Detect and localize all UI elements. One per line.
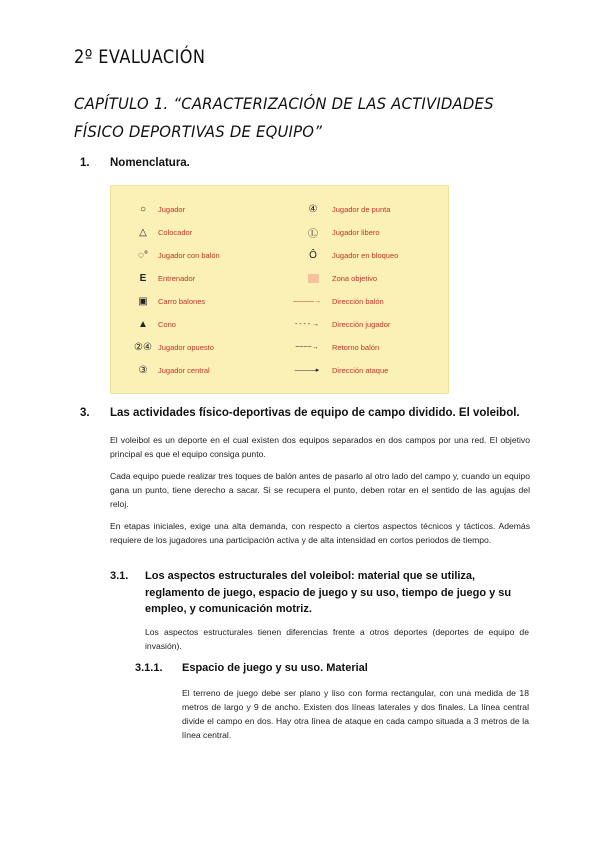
- ball-direction-arrow-icon: ———→: [293, 297, 321, 305]
- legend-item: ③ Jugador central: [132, 362, 210, 378]
- chapter-title-line-2: FÍSICO DEPORTIVAS DE EQUIPO”: [74, 122, 323, 141]
- middle-player-icon: ③: [138, 364, 148, 376]
- paragraph: Los aspectos estructurales tienen diferencias frente a otros deportes (deportes de equipo de invasión).: [145, 627, 529, 651]
- legend-item: ———→ Dirección balón: [286, 293, 384, 309]
- ball-return-arrow-icon: ~~~~→: [295, 343, 319, 351]
- legend-item: ④ Jugador de punta: [298, 201, 390, 217]
- player-with-ball-icon: ◌°: [138, 249, 148, 261]
- player-icon: ○: [139, 203, 147, 215]
- legend-item: ~~~~→ Retorno balón: [286, 339, 379, 355]
- legend-item: △ Colocador: [132, 224, 192, 240]
- legend-item: Zona objetivo: [298, 270, 377, 286]
- legend-item: - - - - → Dirección jugador: [286, 316, 390, 332]
- section-1-heading: [80, 157, 500, 173]
- setter-icon: △: [139, 226, 147, 238]
- legend-item: Ⓛ Jugador libero: [298, 224, 380, 240]
- chapter-title-line-1: CAPÍTULO 1. “CARACTERIZACIÓN DE LAS ACTIVIDADES: [74, 94, 494, 113]
- paragraph: En etapas iniciales, exige una alta demanda, con respecto a ciertos aspectos técnicos y tácticos. Además requiere de los jugadores una participación activa y de alta intensidad en cortos periodos de tiempo.: [110, 521, 530, 545]
- libero-icon: Ⓛ: [308, 228, 318, 240]
- legend-item: ▣ Carro balones: [132, 293, 205, 309]
- paragraph: El terreno de juego debe ser plano y liso con forma rectangular, con una medida de 18 metros de largo y 9 de ancho. Existen dos líneas laterales y dos finales. La línea central divide el campo en dos. Hay otra línea de ataque en cada campo situada a 3 metros de la línea central.: [182, 688, 529, 740]
- paragraph: Cada equipo puede realizar tres toques de balón antes de pasarlo al otro lado del campo y, cuando un equipo gana un punto, tiene derecho a sacar. Si se recupera el punto, deben rotar en el sentido de las agujas del reloj.: [110, 471, 530, 509]
- legend-item: ▲ Cono: [132, 316, 176, 332]
- evaluation-title: 2º EVALUACIÓN: [74, 46, 206, 68]
- cone-icon: ▲: [138, 318, 148, 330]
- legend-item: ②④ Jugador opuesto: [132, 339, 214, 355]
- target-zone-icon: [298, 274, 328, 283]
- section-title: Nomenclatura.: [110, 157, 190, 169]
- section-number: 3.: [80, 407, 90, 419]
- outside-hitter-icon: ④: [308, 203, 318, 215]
- legend-item: Ô Jugador en bloqueo: [298, 247, 398, 263]
- legend-item: ◌° Jugador con balón: [132, 247, 220, 263]
- opposite-player-icon: ②④: [134, 341, 152, 353]
- player-direction-arrow-icon: - - - - →: [294, 320, 320, 328]
- chapter-title: [74, 90, 502, 146]
- section-3-heading: [80, 407, 520, 423]
- section-3-1-title: Los aspectos estructurales del voleibol: material que se utiliza, reglamento de juego, espacio de juego y su uso, tiempo de juego y su empleo, y comunicación motriz.: [145, 570, 512, 615]
- paragraph: El voleibol es un deporte en el cual existen dos equipos separados en dos campos por una red. El objetivo principal es que el equipo consiga punto.: [110, 435, 530, 459]
- nomenclature-legend-image: [110, 185, 449, 394]
- legend-item: ○ Jugador: [132, 201, 185, 217]
- section-number: 1.: [80, 157, 90, 169]
- attack-direction-arrow-icon: ———▸: [294, 367, 320, 374]
- blocking-player-icon: Ô: [309, 249, 317, 261]
- legend-item: ———▸ Dirección ataque: [286, 362, 388, 378]
- section-number: 3.1.: [110, 570, 129, 582]
- section-number: 3.1.1.: [135, 662, 163, 674]
- section-title: Las actividades físico-deportivas de equipo de campo dividido. El voleibol.: [110, 407, 520, 419]
- section-3-1-1-title: Espacio de juego y su uso. Material: [182, 662, 368, 674]
- legend-item: E Entrenador: [132, 270, 195, 286]
- coach-icon: E: [139, 272, 147, 284]
- ball-cart-icon: ▣: [138, 295, 148, 307]
